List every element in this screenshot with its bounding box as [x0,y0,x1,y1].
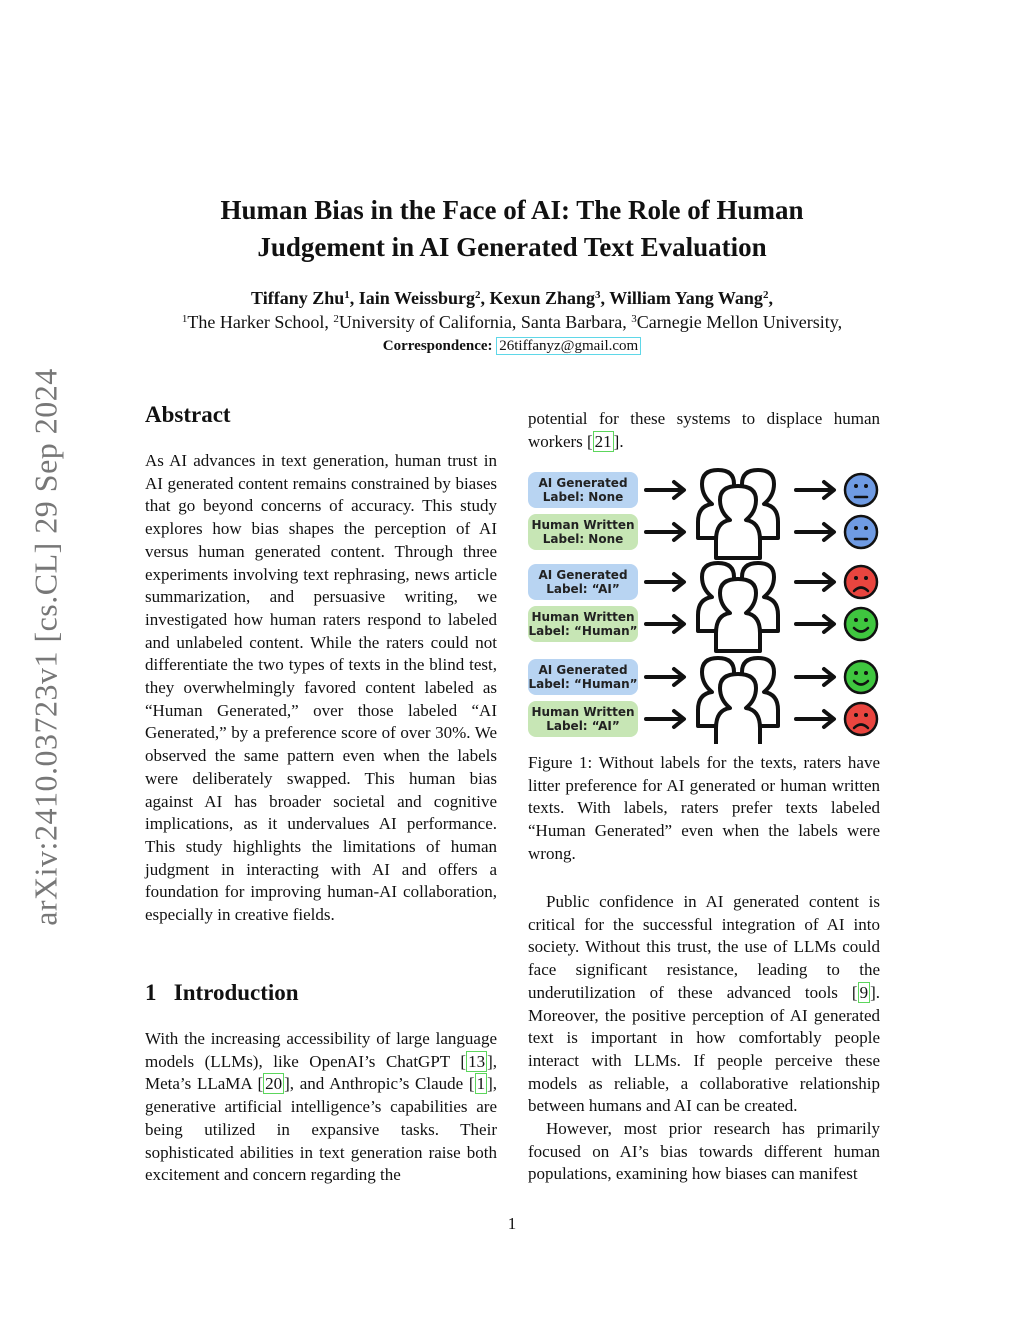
text-run: With the increasing accessibility of large language models (LLMs), like OpenAI’s ChatGPT [ [145,1029,497,1071]
arrow-right-icon [796,616,834,632]
affiliations [100,310,924,334]
correspondence-label: Correspondence: [382,338,493,354]
body-paragraph: However, most prior research has primarily focused on AI’s bias towards different human populations, examining how biases can manifest [528,1119,880,1184]
section-heading-introduction [145,980,299,1006]
neutral-face-icon [845,516,877,548]
text-run: Public confidence in AI generated content is critical for the successful integration of AI into society. Without this trust, the use of LLMs could face significant resistance, leading to the underutilization of these advanced tools [ [528,892,880,1002]
label-line: Label: “AI” [546,719,620,733]
author-name: Tiffany Zhu [251,288,345,308]
right-column-top [528,408,880,453]
author-affil-mark: 2 [762,289,769,301]
arrow-right-icon [646,574,684,590]
abstract-heading: Abstract [145,402,231,427]
citation-link[interactable]: 13 [468,1051,486,1071]
intro-body [145,1028,497,1187]
arrow-right-icon [796,669,834,685]
label-line: AI Generated [538,568,628,582]
title-line-2: Judgement in AI Generated Text Evaluation [257,232,767,262]
text-run: ], Meta’s LLaMA [ [145,1051,497,1094]
label-line: AI Generated [538,476,628,490]
continued-paragraph [528,408,880,453]
correspondence-email-link[interactable]: 26tiffanyz@gmail.com [496,337,641,355]
label-line: Label: “AI” [546,582,620,596]
affil-mark: 1 [181,313,188,325]
arrow-right-icon [796,482,834,498]
section-number: 1 [145,980,157,1005]
page-number: 1 [507,1214,517,1233]
arrow-right-icon [646,669,684,685]
figure-1 [524,466,884,744]
affiliation: The Harker School, [187,312,334,332]
sad-face-icon [845,566,877,598]
group-1-graphics [646,470,877,558]
author-affil-mark: 3 [595,289,601,301]
arrow-right-icon [646,711,684,727]
body-paragraph [528,891,880,1118]
group-2-graphics [646,563,877,651]
right-column-body [528,891,880,1186]
label-line: Human Written [531,705,635,719]
author-list: Tiffany Zhu$^1$, Iain Weissburg$^2$, Kexun Zhang$^3$, William Yang Wang$^2$, [251,288,773,308]
label-line: AI Generated [538,663,628,677]
abstract-body [145,450,497,927]
arrow-right-icon [796,524,834,540]
arrow-right-icon [646,524,684,540]
citation-link[interactable]: 21 [594,431,612,451]
arxiv-id: arXiv:2410.03723v1 [cs.CL] 29 Sep 2024 [27,368,64,926]
author-name: Kexun Zhang [489,288,596,308]
arrow-right-icon [796,711,834,727]
author-name: William Yang Wang [609,288,763,308]
group-3-graphics [646,658,877,744]
abstract-text: As AI advances in text generation, human trust in AI generated content remains constrained by biases that go beyond concerns of accuracy. This study explores how bias shapes the perception of AI versus human generated content. Through three experiments involving text rephrasing, news article summarization, and persuasive writing, we investigated how human raters respond to labeled and unlabeled content. While the raters could not differentiate the two types of texts in the blind test, they overwhelmingly favored content labeled as “Human Generated,” over those labeled “AI Generated,” by a preference score of over 30%. We observed the same pattern even when the labels were deliberately swapped. This human bias against AI has broader societal and cognitive implications, as it undervalues AI performance. This study highlights the limitations of human judgment in interacting with AI and offers a foundation for improving human-AI collaboration, especially in creative fields. [145,451,497,925]
label-line: Label: “Human” [528,624,638,638]
raters-group-icon [698,563,778,651]
label-line: Human Written [531,518,635,532]
author-affil-mark: 2 [474,289,481,301]
text-run: potential for these systems to displace human workers [ [528,409,880,451]
raters-group-icon [698,658,778,744]
correspondence [100,335,924,357]
text-run: ]. Moreover, the positive perception of AI generated text is important in how comfortably people interact with LLMs. If people perceive these models as reliable, a collaborative relationship between humans and AI can be created. [528,982,880,1116]
text-run: ]. [613,431,624,451]
arrow-right-icon [796,574,834,590]
affil-mark: 3 [631,313,637,325]
arrow-right-icon [646,616,684,632]
happy-face-icon [845,661,877,693]
figure-graphics [524,466,884,744]
arrow-right-icon [646,482,684,498]
affiliation: University of California, Santa Barbara, [338,312,632,332]
title-line-1: Human Bias in the Face of AI: The Role of Human [220,195,804,225]
text-run: ], generative artificial intelligence’s capabilities are being utilized in expansive tasks. Their sophisticated abilities in text generation raise both excitement and concern regarding the [145,1074,497,1185]
arxiv-sidebar-stamp [20,355,72,940]
text-run: ], and Anthropic’s Claude [ [284,1074,475,1094]
label-line: Label: “Human” [528,677,638,691]
author-name: Iain Weissburg [358,288,475,308]
section-title: Introduction [173,980,299,1005]
citation-link[interactable]: 20 [265,1074,283,1094]
citation-link[interactable]: 1 [476,1074,486,1094]
figure-1-caption: Figure 1: Without labels for the texts, raters have litter preference for AI generated or human written texts. With labels, raters prefer texts labeled “Human Generated” even when the labels were wrong. [528,753,880,863]
label-line: Label: None [542,532,624,546]
sad-face-icon [845,703,877,735]
label-line: Human Written [531,610,635,624]
label-line: Label: None [542,490,624,504]
affiliation: Carnegie Mellon University, [636,312,843,332]
citation-link[interactable]: 9 [859,982,869,1002]
happy-face-icon [845,608,877,640]
raters-group-icon [698,470,778,558]
neutral-face-icon [845,474,877,506]
intro-paragraph [145,1028,497,1187]
author-affil-mark: 1 [344,289,350,301]
affil-mark: 2 [333,313,339,325]
paper-title [120,192,904,266]
